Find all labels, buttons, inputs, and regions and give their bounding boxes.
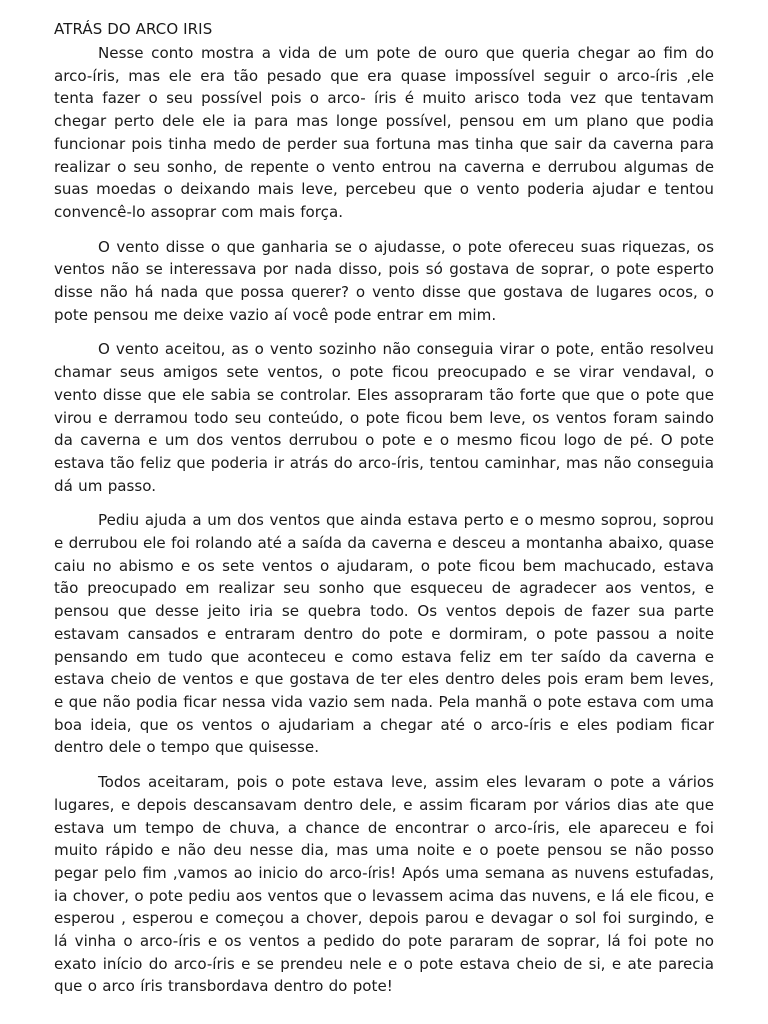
paragraph-3: O vento aceitou, as o vento sozinho não conseguia virar o pote, então resolveu chamar seus amigos sete ventos, o pote ficou preocupado e se virar vendaval, o vento disse que ele sabia se controlar. Eles assopraram tão forte que que o pote que virou e derramou todo seu conteúdo, o pote ficou bem leve, os ventos foram saindo da caverna e um dos ventos derrubou o pote e o mesmo ficou logo de pé. O pote estava tão feliz que poderia ir atrás do arco-íris, tentou caminhar, mas não conseguia dá um passo. [54,340,714,495]
paragraph-4: Pediu ajuda a um dos ventos que ainda estava perto e o mesmo soprou, soprou e derrubou ele foi rolando até a saída da caverna e desceu a montanha abaixo, quase caiu no abismo e os sete ventos o ajudaram, o pote ficou bem machucado, estava tão preocupado em realizar seu sonho que esqueceu de agradecer aos ventos, e pensou que desse jeito iria se quebra todo. Os ventos depois de fazer sua parte estavam cansados e entraram dentro do pote e dormiram, o pote passou a noite pensando em tudo que aconteceu e como estava feliz em ter saído da caverna e estava cheio de ventos e que gostava de ter eles dentro deles pois eram bem leves, e que não podia ficar nessa vida vazio sem nada. Pela manhã o pote estava com uma boa ideia, que os ventos o ajudariam a chegar até o arco-íris e eles podiam ficar dentro dele o tempo que quisesse. [54,511,714,757]
document-page [54,18,714,1010]
paragraph-5: Todos aceitaram, pois o pote estava leve, assim eles levaram o pote a vários lugares, e depois descansavam dentro dele, e assim ficaram por vários dias ate que estava um tempo de chuva, a chance de encontrar o arco-íris, ele apareceu e foi muito rápido e não deu nesse dia, mas uma noite e o poete pensou se não posso pegar pelo fim ,vamos ao inicio do arco-íris! Após uma semana as nuvens estufadas, ia chover, o pote pediu aos ventos que o levassem acima das nuvens, e lá ele ficou, e esperou , esperou e começou a chover, depois parou e devagar o sol foi surgindo, e lá vinha o arco-íris e os ventos a pedido do pote pararam de soprar, lá foi pote no exato início do arco-íris e se prendeu nele e o pote estava cheio de si, e ate parecia que o arco íris transbordava dentro do pote! [54,773,714,996]
paragraph-1: Nesse conto mostra a vida de um pote de ouro que queria chegar ao fim do arco-íris, mas ele era tão pesado que era quase impossível seguir o arco-íris ,ele tenta fazer o seu possível pois o arco- íris é muito arisco toda vez que tentavam chegar perto dele ele ia para mas longe possível, pensou em um plano que podia funcionar pois tinha medo de perder sua fortuna mas tinha que sair da caverna para realizar o seu sonho, de repente o vento entrou na caverna e derrubou algumas de suas moedas o deixando mais leve, percebeu que o vento poderia ajudar e tentou convencê-lo assoprar com mais força. [54,44,714,221]
document-title: ATRÁS DO ARCO IRIS [54,20,213,38]
paragraph-2: O vento disse o que ganharia se o ajudasse, o pote ofereceu suas riquezas, os ventos não se interessava por nada disso, pois só gostava de soprar, o pote esperto disse não há nada que possa querer? o vento disse que gostava de lugares ocos, o pote pensou me deixe vazio aí você pode entrar em mim. [54,237,714,324]
